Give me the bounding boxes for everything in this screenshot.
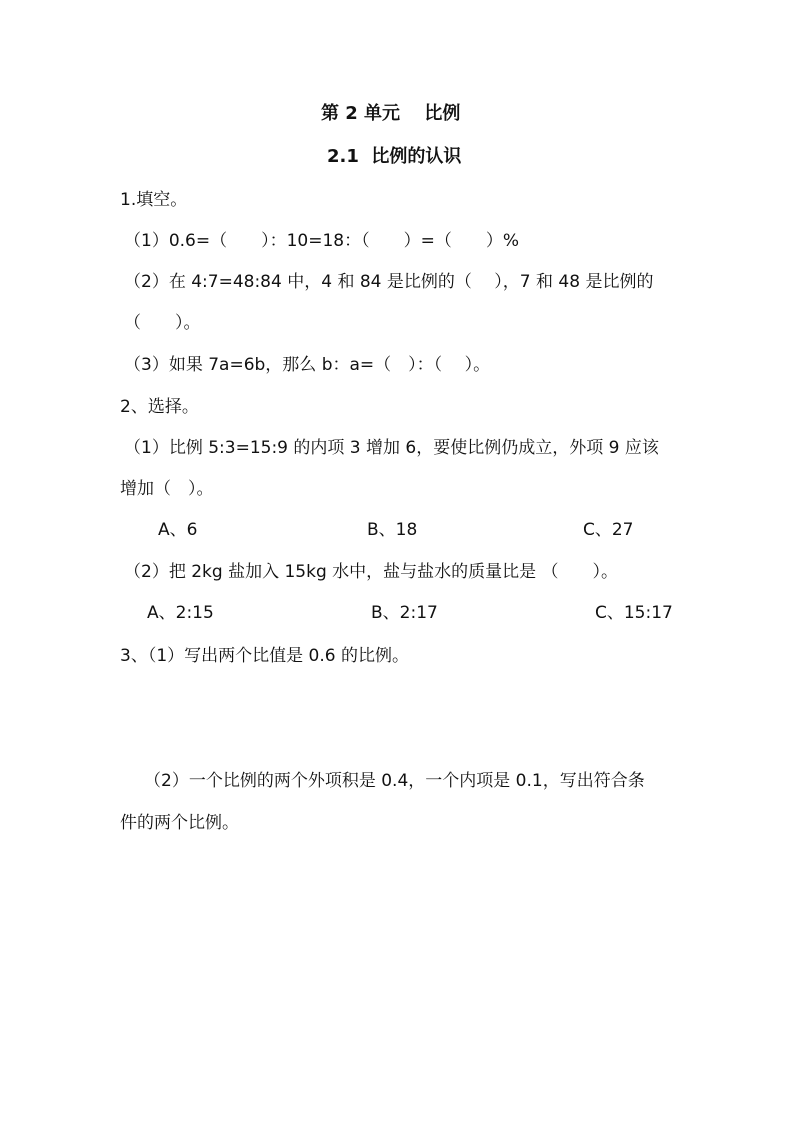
question-3-item-2-line-1: （2）一个比例的两个外项积是 0.4，一个内项是 0.1，写出符合条: [144, 771, 645, 791]
question-2-item-1-line-1: （1）比例 5:3=15:9 的内项 3 增加 6，要使比例仍成立，外项 9 应该: [124, 438, 659, 458]
unit-title: 第 2 单元 比例: [321, 103, 461, 124]
question-1-item-3: （3）如果 7a=6b，那么 b：a=（ ）：（ ）。: [124, 355, 491, 375]
question-1-item-2-line-1: （2）在 4:7=48:84 中，4 和 84 是比例的（ ），7 和 48 是比例的: [124, 272, 654, 292]
question-2-label: 2、选择。: [120, 397, 199, 417]
question-1-item-2-line-2: （ ）。: [124, 313, 201, 333]
question-2-item-2-option-a: A、2:15: [147, 603, 214, 623]
question-2-item-1-option-c: C、27: [583, 520, 634, 540]
question-2-item-2-option-b: B、2:17: [371, 603, 438, 623]
question-1-item-1: （1）0.6=（ ）：10=18：（ ）=（ ）%: [124, 231, 520, 251]
section-title: 2.1 比例的认识: [327, 146, 462, 167]
question-3-item-2-line-2: 件的两个比例。: [120, 813, 239, 833]
question-2-item-1-line-2: 增加（ ）。: [120, 479, 214, 499]
question-2-item-1-option-a: A、6: [158, 520, 198, 540]
question-2-item-2-option-c: C、15:17: [595, 603, 673, 623]
question-1-label: 1.填空。: [120, 190, 188, 210]
question-2-item-1-option-b: B、18: [367, 520, 418, 540]
question-2-item-2: （2）把 2kg 盐加入 15kg 水中，盐与盐水的质量比是 （ ）。: [124, 562, 619, 582]
question-3-item-1: 3、（1）写出两个比值是 0.6 的比例。: [120, 646, 409, 666]
